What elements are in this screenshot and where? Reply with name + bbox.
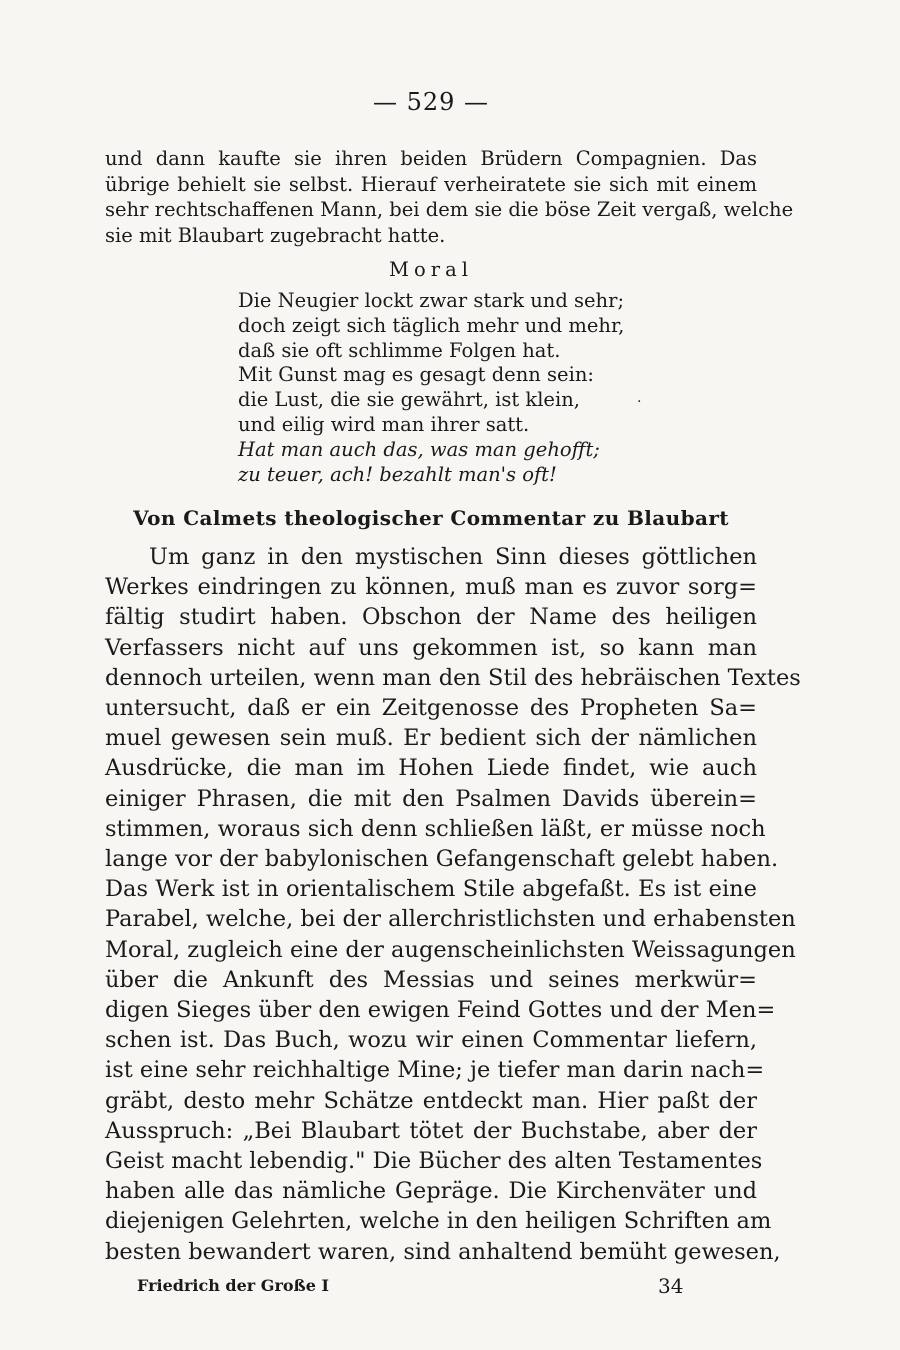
- text-line: besten bewandert waren, sind anhaltend bemüht gewesen,: [105, 1238, 781, 1265]
- text-line: Ausdrücke, die man im Hohen Liede findet, wie auch: [105, 755, 757, 782]
- text-line: ist eine sehr reichhaltige Mine; je tiefer man darin nach=: [105, 1057, 765, 1084]
- text-line: einiger Phrasen, die mit den Psalmen Davids überein=: [105, 785, 757, 812]
- text-line: Geist macht lebendig." Die Bücher des alten Testamentes: [105, 1148, 763, 1175]
- text-line: Das Werk ist in orientalischem Stile abgefaßt. Es ist eine: [105, 876, 757, 903]
- text-line: Werkes eindringen zu können, muß man es zuvor sorg=: [105, 574, 757, 601]
- signature-mark: Friedrich der Große I: [137, 1276, 329, 1295]
- text-line: dennoch urteilen, wenn man den Stil des hebräischen Textes: [105, 664, 801, 691]
- poem-line: Die Neugier lockt zwar stark und sehr;: [238, 289, 625, 312]
- text-line: Um ganz in den mystischen Sinn dieses göttlichen: [149, 544, 757, 570]
- text-line: Moral, zugleich eine der augenscheinlichsten Weissagungen: [105, 936, 796, 963]
- text-line: untersucht, daß er ein Zeitgenosse des Propheten Sa=: [105, 695, 757, 722]
- text-line: sehr rechtschaffenen Mann, bei dem sie die böse Zeit vergaß, welche: [105, 198, 794, 222]
- text-line: und dann kaufte sie ihren beiden Brüdern Compagnien. Das: [105, 147, 757, 170]
- text-line: sie mit Blaubart zugebracht hatte.: [105, 223, 446, 247]
- page-number: — 529 —: [372, 88, 490, 116]
- moral-heading: Moral: [389, 258, 473, 281]
- poem-line: daß sie oft schlimme Folgen hat.: [238, 338, 561, 362]
- poem-line: die Lust, die sie gewährt, ist klein,: [238, 388, 580, 412]
- text-line: Verfassers nicht auf uns gekommen ist, so kann man: [105, 634, 757, 661]
- poem-line: doch zeigt sich täglich mehr und mehr,: [238, 313, 625, 337]
- text-line: übrige behielt sie selbst. Hierauf verheiratete sie sich mit einem: [105, 172, 757, 196]
- moral-poem: [238, 289, 658, 487]
- prelude-paragraph: [105, 146, 794, 248]
- poem-line: Mit Gunst mag es gesagt denn sein:: [238, 363, 594, 387]
- text-line: lange vor der babylonischen Gefangenschaft gelebt haben.: [105, 846, 779, 873]
- book-page: [105, 0, 801, 1350]
- text-line: muel gewesen sein muß. Er bedient sich der nämlichen: [105, 725, 757, 752]
- poem-line: und eilig wird man ihrer satt.: [238, 412, 530, 436]
- text-line: digen Sieges über den ewigen Feind Gottes und der Men=: [105, 997, 776, 1024]
- section-title: Von Calmets theologischer Commentar zu Blaubart: [133, 506, 729, 530]
- sheet-number: 34: [658, 1274, 684, 1298]
- text-line: Ausspruch: „Bei Blaubart tötet der Buchstabe, aber der: [105, 1117, 757, 1144]
- text-line: haben alle das nämliche Gepräge. Die Kirchenväter und: [105, 1178, 757, 1205]
- text-line: über die Ankunft des Messias und seines merkwür=: [105, 966, 757, 993]
- poem-line: zu teuer, ach! bezahlt man's oft!: [238, 462, 557, 486]
- text-line: schen ist. Das Buch, wozu wir einen Commentar liefern,: [105, 1027, 757, 1054]
- commentary-paragraph: [105, 542, 801, 1267]
- text-line: stimmen, woraus sich denn schließen läßt, er müsse noch: [105, 815, 766, 842]
- text-line: gräbt, desto mehr Schätze entdeckt man. Hier paßt der: [105, 1087, 757, 1114]
- stray-mark: .: [637, 390, 642, 406]
- text-line: Parabel, welche, bei der allerchristlichsten und erhabensten: [105, 906, 796, 933]
- text-line: diejenigen Gelehrten, welche in den heiligen Schriften am: [105, 1208, 772, 1235]
- poem-line: Hat man auch das, was man gehofft;: [238, 437, 600, 461]
- text-line: fältig studirt haben. Obschon der Name des heiligen: [105, 604, 757, 631]
